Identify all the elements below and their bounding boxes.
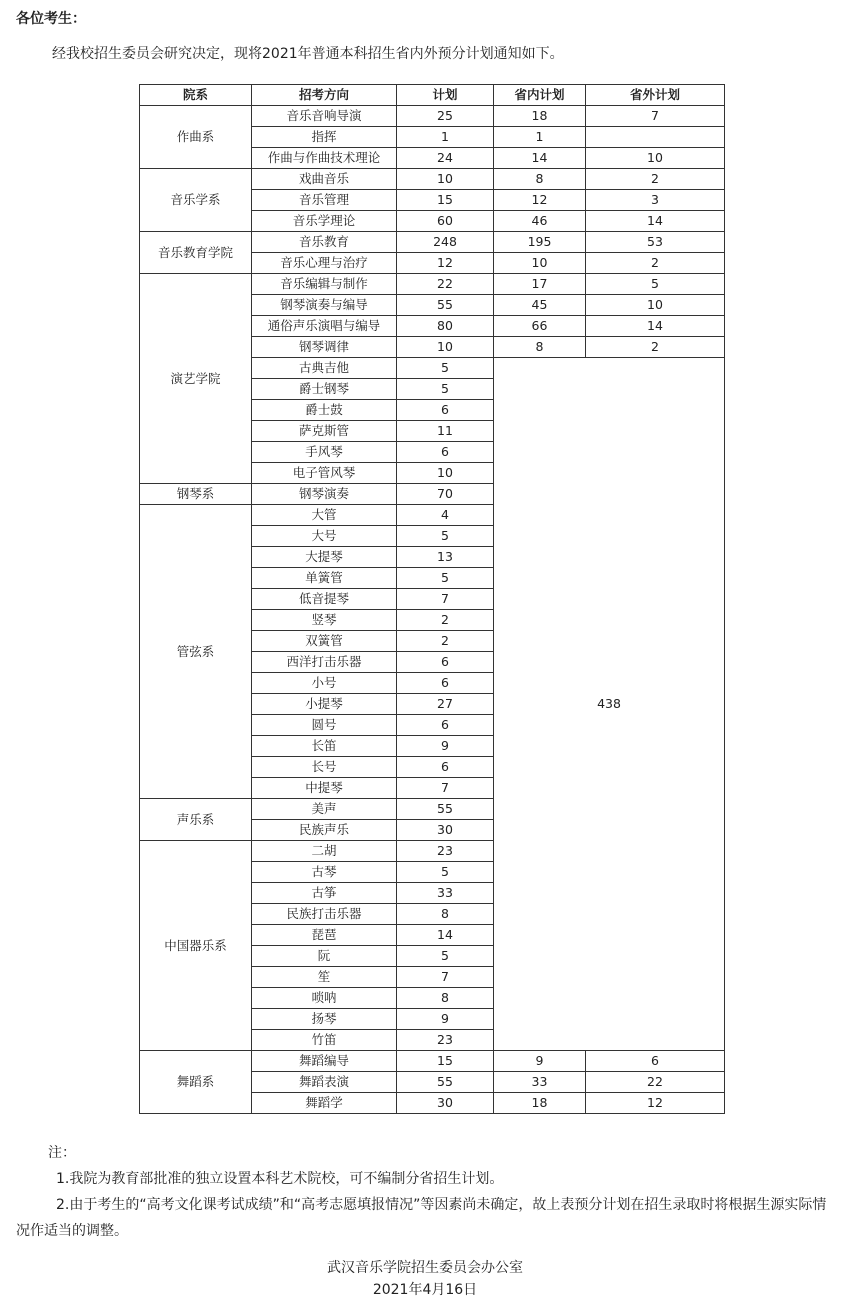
plan-cell: 25 xyxy=(397,106,494,127)
plan-cell: 10 xyxy=(397,169,494,190)
major-cell: 音乐管理 xyxy=(252,190,397,211)
plan-cell: 248 xyxy=(397,232,494,253)
signature-office: 武汉音乐学院招生委员会办公室 xyxy=(327,1260,523,1276)
header-department: 院系 xyxy=(140,85,252,106)
plan-cell: 6 xyxy=(397,400,494,421)
major-cell: 小号 xyxy=(252,673,397,694)
major-cell: 西洋打击乐器 xyxy=(252,652,397,673)
major-cell: 指挥 xyxy=(252,127,397,148)
out-province-cell: 5 xyxy=(586,274,725,295)
note-item-1: 1.我院为教育部批准的独立设置本科艺术院校，可不编制分省招生计划。 xyxy=(56,1171,504,1187)
major-cell: 萨克斯管 xyxy=(252,421,397,442)
plan-cell: 6 xyxy=(397,442,494,463)
plan-cell: 80 xyxy=(397,316,494,337)
major-cell: 戏曲音乐 xyxy=(252,169,397,190)
plan-cell: 4 xyxy=(397,505,494,526)
major-cell: 大号 xyxy=(252,526,397,547)
major-cell: 笙 xyxy=(252,967,397,988)
plan-cell: 7 xyxy=(397,967,494,988)
out-province-cell: 10 xyxy=(586,295,725,316)
major-cell: 美声 xyxy=(252,799,397,820)
major-cell: 音乐音响导演 xyxy=(252,106,397,127)
plan-cell: 5 xyxy=(397,946,494,967)
out-province-cell: 22 xyxy=(586,1072,725,1093)
major-cell: 阮 xyxy=(252,946,397,967)
major-cell: 竖琴 xyxy=(252,610,397,631)
plan-cell: 24 xyxy=(397,148,494,169)
major-cell: 音乐教育 xyxy=(252,232,397,253)
plan-cell: 30 xyxy=(397,820,494,841)
major-cell: 低音提琴 xyxy=(252,589,397,610)
enrollment-plan-table xyxy=(139,84,725,1114)
department-cell: 音乐教育学院 xyxy=(140,232,252,274)
major-cell: 音乐学理论 xyxy=(252,211,397,232)
plan-cell: 33 xyxy=(397,883,494,904)
out-province-cell: 53 xyxy=(586,232,725,253)
major-cell: 民族打击乐器 xyxy=(252,904,397,925)
plan-cell: 23 xyxy=(397,841,494,862)
in-province-cell: 18 xyxy=(494,106,586,127)
plan-cell: 27 xyxy=(397,694,494,715)
major-cell: 大管 xyxy=(252,505,397,526)
note-item-2: 2.由于考生的“高考文化课考试成绩”和“高考志愿填报情况”等因素尚未确定，故上表预分计划在招生录取时将根据生源实际情况作适当的调整。 xyxy=(16,1197,827,1239)
department-cell: 中国器乐系 xyxy=(140,841,252,1051)
major-cell: 大提琴 xyxy=(252,547,397,568)
out-province-cell: 10 xyxy=(586,148,725,169)
plan-cell: 6 xyxy=(397,652,494,673)
in-province-cell: 45 xyxy=(494,295,586,316)
out-province-cell: 2 xyxy=(586,253,725,274)
plan-cell: 8 xyxy=(397,904,494,925)
in-province-cell: 14 xyxy=(494,148,586,169)
in-province-cell: 8 xyxy=(494,337,586,358)
plan-cell: 55 xyxy=(397,1072,494,1093)
plan-cell: 10 xyxy=(397,337,494,358)
in-province-cell: 46 xyxy=(494,211,586,232)
plan-cell: 55 xyxy=(397,799,494,820)
plan-cell: 11 xyxy=(397,421,494,442)
plan-cell: 14 xyxy=(397,925,494,946)
plan-cell: 55 xyxy=(397,295,494,316)
header-out-province: 省外计划 xyxy=(586,85,725,106)
department-cell: 舞蹈系 xyxy=(140,1051,252,1114)
major-cell: 爵士钢琴 xyxy=(252,379,397,400)
major-cell: 琵琶 xyxy=(252,925,397,946)
plan-cell: 60 xyxy=(397,211,494,232)
out-province-cell: 14 xyxy=(586,316,725,337)
plan-cell: 13 xyxy=(397,547,494,568)
major-cell: 长号 xyxy=(252,757,397,778)
major-cell: 单簧管 xyxy=(252,568,397,589)
plan-cell: 70 xyxy=(397,484,494,505)
plan-cell: 7 xyxy=(397,778,494,799)
table-header-row xyxy=(140,85,725,106)
in-province-cell: 8 xyxy=(494,169,586,190)
out-province-cell: 14 xyxy=(586,211,725,232)
major-cell: 作曲与作曲技术理论 xyxy=(252,148,397,169)
out-province-cell: 3 xyxy=(586,190,725,211)
major-cell: 钢琴演奏 xyxy=(252,484,397,505)
out-province-cell xyxy=(586,127,725,148)
major-cell: 双簧管 xyxy=(252,631,397,652)
plan-cell: 6 xyxy=(397,757,494,778)
plan-cell: 22 xyxy=(397,274,494,295)
header-major: 招考方向 xyxy=(252,85,397,106)
major-cell: 古筝 xyxy=(252,883,397,904)
out-province-cell: 12 xyxy=(586,1093,725,1114)
intro-paragraph: 经我校招生委员会研究决定，现将2021年普通本科招生省内外预分计划通知如下。 xyxy=(52,46,564,62)
major-cell: 民族声乐 xyxy=(252,820,397,841)
department-cell: 作曲系 xyxy=(140,106,252,169)
greeting: 各位考生： xyxy=(16,11,86,27)
major-cell: 小提琴 xyxy=(252,694,397,715)
major-cell: 古典吉他 xyxy=(252,358,397,379)
in-province-cell: 18 xyxy=(494,1093,586,1114)
plan-cell: 6 xyxy=(397,715,494,736)
plan-cell: 10 xyxy=(397,463,494,484)
plan-cell: 9 xyxy=(397,1009,494,1030)
table-row xyxy=(140,106,725,127)
signature-date: 2021年4月16日 xyxy=(372,1282,478,1298)
major-cell: 中提琴 xyxy=(252,778,397,799)
department-cell: 管弦系 xyxy=(140,505,252,799)
plan-cell: 7 xyxy=(397,589,494,610)
department-cell: 演艺学院 xyxy=(140,274,252,484)
in-province-cell: 9 xyxy=(494,1051,586,1072)
plan-cell: 12 xyxy=(397,253,494,274)
major-cell: 古琴 xyxy=(252,862,397,883)
in-province-cell: 33 xyxy=(494,1072,586,1093)
department-cell: 钢琴系 xyxy=(140,484,252,505)
major-cell: 唢呐 xyxy=(252,988,397,1009)
table-row xyxy=(140,169,725,190)
out-province-cell: 7 xyxy=(586,106,725,127)
major-cell: 钢琴演奏与编导 xyxy=(252,295,397,316)
plan-cell: 15 xyxy=(397,1051,494,1072)
table-row xyxy=(140,232,725,253)
plan-cell: 9 xyxy=(397,736,494,757)
header-in-province: 省内计划 xyxy=(494,85,586,106)
in-province-cell: 10 xyxy=(494,253,586,274)
department-cell: 音乐学系 xyxy=(140,169,252,232)
major-cell: 手风琴 xyxy=(252,442,397,463)
plan-cell: 23 xyxy=(397,1030,494,1051)
plan-cell: 2 xyxy=(397,610,494,631)
major-cell: 通俗声乐演唱与编导 xyxy=(252,316,397,337)
in-province-cell: 12 xyxy=(494,190,586,211)
table-row xyxy=(140,274,725,295)
plan-cell: 5 xyxy=(397,862,494,883)
major-cell: 扬琴 xyxy=(252,1009,397,1030)
plan-cell: 2 xyxy=(397,631,494,652)
plan-cell: 1 xyxy=(397,127,494,148)
in-province-cell: 1 xyxy=(494,127,586,148)
in-province-cell: 17 xyxy=(494,274,586,295)
table-row xyxy=(140,1051,725,1072)
major-cell: 舞蹈学 xyxy=(252,1093,397,1114)
in-province-cell: 195 xyxy=(494,232,586,253)
notes-section xyxy=(16,1140,840,1244)
plan-cell: 5 xyxy=(397,379,494,400)
major-cell: 竹笛 xyxy=(252,1030,397,1051)
notes-title: 注： xyxy=(48,1145,76,1161)
in-province-cell: 66 xyxy=(494,316,586,337)
out-province-cell: 2 xyxy=(586,337,725,358)
major-cell: 钢琴调律 xyxy=(252,337,397,358)
header-plan: 计划 xyxy=(397,85,494,106)
plan-cell: 5 xyxy=(397,526,494,547)
major-cell: 舞蹈编导 xyxy=(252,1051,397,1072)
plan-cell: 6 xyxy=(397,673,494,694)
major-cell: 音乐心理与治疗 xyxy=(252,253,397,274)
plan-cell: 5 xyxy=(397,358,494,379)
major-cell: 长笛 xyxy=(252,736,397,757)
department-cell: 声乐系 xyxy=(140,799,252,841)
major-cell: 电子管风琴 xyxy=(252,463,397,484)
plan-cell: 30 xyxy=(397,1093,494,1114)
out-province-cell: 6 xyxy=(586,1051,725,1072)
major-cell: 爵士鼓 xyxy=(252,400,397,421)
major-cell: 二胡 xyxy=(252,841,397,862)
major-cell: 圆号 xyxy=(252,715,397,736)
plan-cell: 5 xyxy=(397,568,494,589)
combined-out-province-cell: 438 xyxy=(494,358,725,1051)
out-province-cell: 2 xyxy=(586,169,725,190)
plan-cell: 8 xyxy=(397,988,494,1009)
plan-cell: 15 xyxy=(397,190,494,211)
major-cell: 音乐编辑与制作 xyxy=(252,274,397,295)
major-cell: 舞蹈表演 xyxy=(252,1072,397,1093)
